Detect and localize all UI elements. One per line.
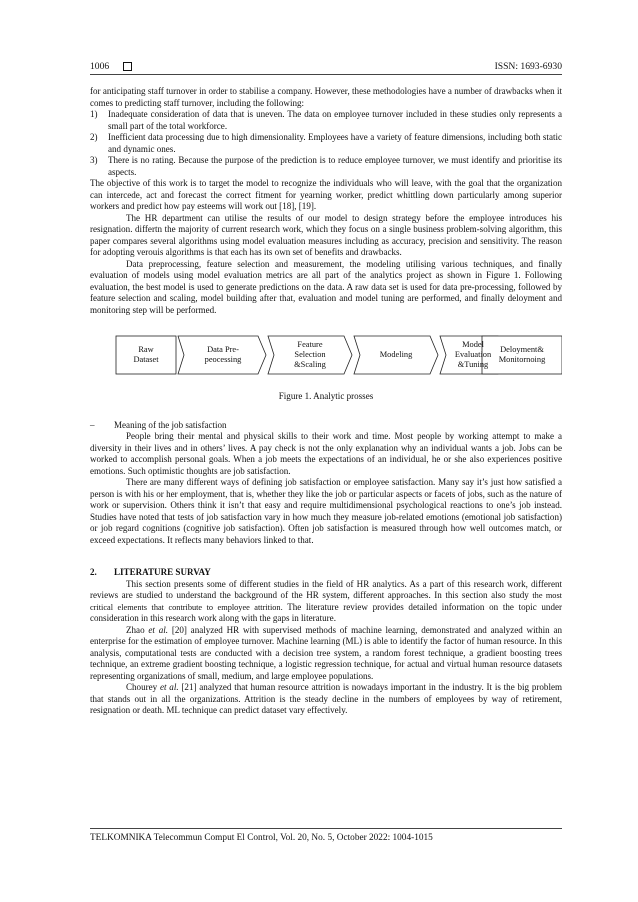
step-evaluation: Model Evaluation &Tuning <box>454 340 492 369</box>
step-modeling: Modeling <box>379 350 413 359</box>
hr-paragraph: The HR department can utilise the results of our model to design strategy before the employee introduces his resignation. differtn the majority of current research work, which they focus on a single business problem-solving algorithm, this paper compares several algorithms using model evaluation measures including as accuracy, precision and sensitivity. The reason for adopting verouis algorithms is that each has its own set of benefits and drawbacks. <box>90 212 562 257</box>
paper-page <box>90 58 562 717</box>
zhao-paragraph: Zhao et al. [20] analyzed HR with supervised methods of machine learning, demonstrated and analyzed within an enterprise for the estimation of employee turnover. Machine learning (ML) is able to identify the factor of human resource. In this analysis, computational tests are conducted with a decision tree system, a random forest technique, a gradient boosting trees technique, an extreme gradient boosting technique, a logistic regression technique, for actual and virtual human resource datasets representing organizations of small, medium, and large employee populations. <box>90 624 563 681</box>
step-deployment: Deloyment& Monitornoing <box>498 345 546 364</box>
job-paragraph-1: People bring their mental and physical skills to their work and time. Most people by working attempt to make a diversity in their lives and in others’ lives. A pay check is not the only explanation why an individual wants a job. Jobs can be worked to accomplish personal goals. When a job meets the expectations of an individual, he or she also experiences positive emotions. Such optimistic thoughts are job satisfaction. <box>90 431 562 476</box>
page-header <box>90 58 562 75</box>
job-paragraph-2: There are many different ways of defining job satisfaction or employee satisfaction. Many say it’s just how satisfied a person is with his or her employment, that is, whether they like the job or particular aspects or facets of jobs, such as the nature of work or supervision. Others think it isn’t that easy and require multidimensional psychological reactions to one’s job instead. Studies have noted that tests of job satisfaction vary in how much they measure job-related emotions (emotional job satisfaction) or job regard cognitions (cognitive job satisfaction). Often job satisfaction is measured through how well outcomes match, or exceed expectations. It reflects many behaviors linked to that. <box>90 477 562 545</box>
step-raw-dataset: Raw Dataset <box>133 345 159 364</box>
intro-paragraph: for anticipating staff turnover in order to stabilise a company. However, these methodologies have a number of drawbacks when it comes to predicting staff turnover, including the following: <box>90 86 562 108</box>
objective-paragraph: The objective of this work is to target the model to recognize the individuals who will leave, with the goal that the organization can intercede, act and forecast the correct fitment for yearning worker, predict whittling down particularly among superior workers and predict how pay esteems will work out [18], [19]. <box>90 178 562 211</box>
square-bullet-icon <box>123 62 132 71</box>
drawbacks-list <box>90 109 562 178</box>
list-item: 2) Inefficient data processing due to high dimensionality. Employees have a variety of feature dimensions, including both static and dynamic ones. <box>90 132 562 154</box>
body-text <box>90 86 562 717</box>
page-footer: TELKOMNIKA Telecommun Comput El Control, Vol. 20, No. 5, October 2022: 1004-1015 <box>90 828 562 843</box>
analytic-process-figure <box>90 328 562 386</box>
job-satisfaction-heading: – Meaning of the job satisfaction <box>90 419 227 430</box>
figure-caption: Figure 1. Analytic prosses <box>278 391 374 401</box>
step-preprocessing: Data Pre- peocessing <box>204 345 242 364</box>
page-number: 1006 <box>90 60 110 72</box>
data-paragraph: Data preprocessing, feature selection and measurement, the modeling utilising various techniques, and finally evaluation of models using model evaluation metrics are all part of the analytics project as shown in Figure 1. Following evaluation, the best model is used to generate predictions on the data. A raw data set is used for data pre-processing, followed by feature selection and scaling, model building after that, evaluation and model tuning are performed, and finally deloyment and monitoring step will be performed. <box>90 258 562 315</box>
list-item: 1) Inadequate consideration of data that is uneven. The data on employee turnover included in these studies only represents a small part of the total workforce. <box>90 109 562 131</box>
step-feature-selection: Feature Selection &Scaling <box>294 340 326 369</box>
issn: ISSN: 1693-6930 <box>494 60 562 72</box>
chourey-paragraph: Chourey et al. [21] analyzed that human resource attrition is nowadays important in the industry. It is the big problem that stands out in all the organizations. Attrition is the steady decline in the numbers of employees by way of retirement, resignation or death. ML technique can predict dataset vary effectively. <box>90 682 563 715</box>
list-item: 3) There is no rating. Because the purpose of the prediction is to reduce employee turnover, we must identify and prioritise its aspects. <box>90 155 562 177</box>
literature-paragraph-1: This section presents some of different studies in the field of HR analytics. As a part of this research work, different reviews are studied to understand the background of the HR system, different approaches. In this section also study the most critical elements that contribute to employee attrition. The literature review provides detailed information on the topic under consideration in this research work along with the gaps in literature. <box>90 578 562 623</box>
section-heading: 2. LITERATURE SURVAY <box>90 567 211 577</box>
